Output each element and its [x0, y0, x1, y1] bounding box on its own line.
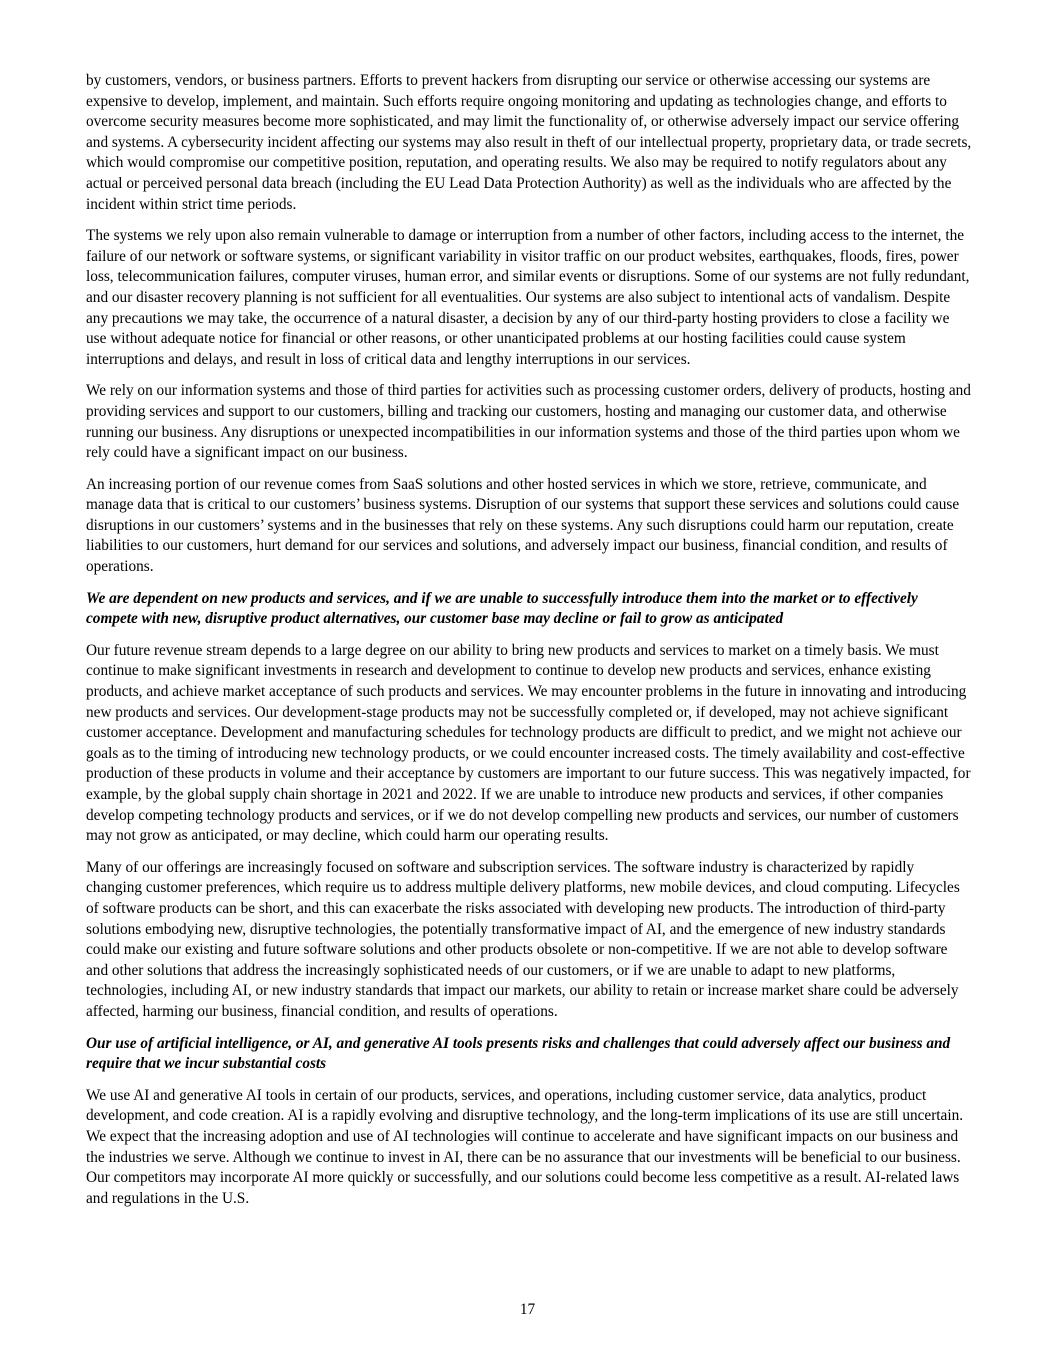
page-number: 17 — [519, 1301, 536, 1318]
section-heading-new-products: We are dependent on new products and services, and if we are unable to successfully introduce them into the market or to effectively compete with new, disruptive product alternatives, our customer base may decline or fail to grow as anticipated — [86, 589, 918, 628]
paragraph-software-offerings: Many of our offerings are increasingly focused on software and subscription services. The software industry is characterized by rapidly changing customer preferences, which require us to address multiple delivery platforms, new mobile devices, and cloud computing. Lifecycles of software products can be short, and this can exacerbate the risks associated with developing new products. The introduction of third-party solutions embodying new, disruptive technologies, the potentially transformative impact of AI, and the emergence of new industry standards could make our existing and future software solutions and other products obsolete or non-competitive. If we are not able to develop software and other solutions that address the increasingly sophisticated needs of our customers, or if we are unable to adapt to new platforms, technologies, including AI, or new industry standards that impact our markets, our ability to retain or increase market share could be adversely affected, harming our business, financial condition, and results of operations. — [86, 858, 960, 1020]
document-body — [86, 71, 972, 1220]
paragraph-cybersecurity-incident: by customers, vendors, or business partners. Efforts to prevent hackers from disrupting our service or otherwise accessing our systems are expensive to develop, implement, and maintain. Such efforts require ongoing monitoring and updating as technologies change, and efforts to overcome security measures become more sophisticated, and may limit the functionality of, or otherwise adversely impact our service offering and systems. A cybersecurity incident affecting our systems may also result in theft of our intellectual property, proprietary data, or trade secrets, which would compromise our competitive position, reputation, and operating results. We also may be required to notify regulators about any actual or perceived personal data breach (including the EU Lead Data Protection Authority) as well as the individuals who are affected by the incident within strict time periods. — [86, 72, 972, 213]
paragraph-system-vulnerabilities: The systems we rely upon also remain vulnerable to damage or interruption from a number of other factors, including access to the internet, the failure of our network or software systems, or significant variability in visitor traffic on our product websites, earthquakes, floods, fires, power loss, telecommunication failures, computer viruses, human error, and similar events or disruptions. Some of our systems are not fully redundant, and our disaster recovery planning is not sufficient for all eventualities. Our systems are also subject to intentional acts of vandalism. Despite any precautions we may take, the occurrence of a natural disaster, a decision by any of our third-party hosting providers to close a facility we use without adequate notice for financial or other reasons, or other unanticipated problems at our hosting facilities could cause system interruptions and delays, and result in loss of critical data and lengthy interruptions in our services. — [86, 227, 970, 368]
section-heading-ai-risks: Our use of artificial intelligence, or AI, and generative AI tools presents risks and challenges that could adversely affect our business and require that we incur substantial costs — [86, 1034, 951, 1073]
paragraph-saas-revenue: An increasing portion of our revenue comes from SaaS solutions and other hosted services in which we store, retrieve, communicate, and manage data that is critical to our customers’ business systems. Disruption of our systems that support these services and solutions could cause disruptions in our customers’ systems and in the businesses that rely on these systems. Any such disruptions could harm our reputation, create liabilities to our customers, hurt demand for our services and solutions, and adversely impact our business, financial condition, and results of operations. — [86, 475, 960, 576]
paragraph-future-revenue: Our future revenue stream depends to a large degree on our ability to bring new products and services to market on a timely basis. We must continue to make significant investments in research and development to continue to develop new products and services, enhance existing products, and achieve market acceptance of such products and services. We may encounter problems in the future in innovating and introducing new products and services. Our development-stage products may not be successfully completed or, if developed, may not achieve significant customer acceptance. Development and manufacturing schedules for technology products are difficult to predict, and we might not achieve our goals as to the timing of introducing new technology products, or we could encounter increased costs. The timely availability and cost-effective production of these products in volume and their acceptance by customers are important to our future success. This was negatively impacted, for example, by the global supply chain shortage in 2021 and 2022. If we are unable to introduce new products and services, if other companies develop competing technology products and services, or if we do not develop compelling new products and services, our number of customers may not grow as anticipated, or may decline, which could harm our operating results. — [86, 641, 971, 845]
paragraph-ai-usage: We use AI and generative AI tools in certain of our products, services, and operations, including customer service, data analytics, product development, and code creation. AI is a rapidly evolving and disruptive technology, and the long-term implications of its use are still uncertain. We expect that the increasing adoption and use of AI technologies will continue to accelerate and have significant impacts on our business and the industries we serve. Although we continue to invest in AI, there can be no assurance that our investments will be beneficial to our business. Our competitors may incorporate AI more quickly or successfully, and our solutions could become less competitive as a result. AI-related laws and regulations in the U.S. — [86, 1086, 964, 1207]
paragraph-third-party-reliance: We rely on our information systems and those of third parties for activities such as processing customer orders, delivery of products, hosting and providing services and support to our customers, billing and tracking our customers, hosting and managing our customer data, and otherwise running our business. Any disruptions or unexpected incompatibilities in our information systems and those of the third parties upon whom we rely could have a significant impact on our business. — [86, 382, 971, 462]
